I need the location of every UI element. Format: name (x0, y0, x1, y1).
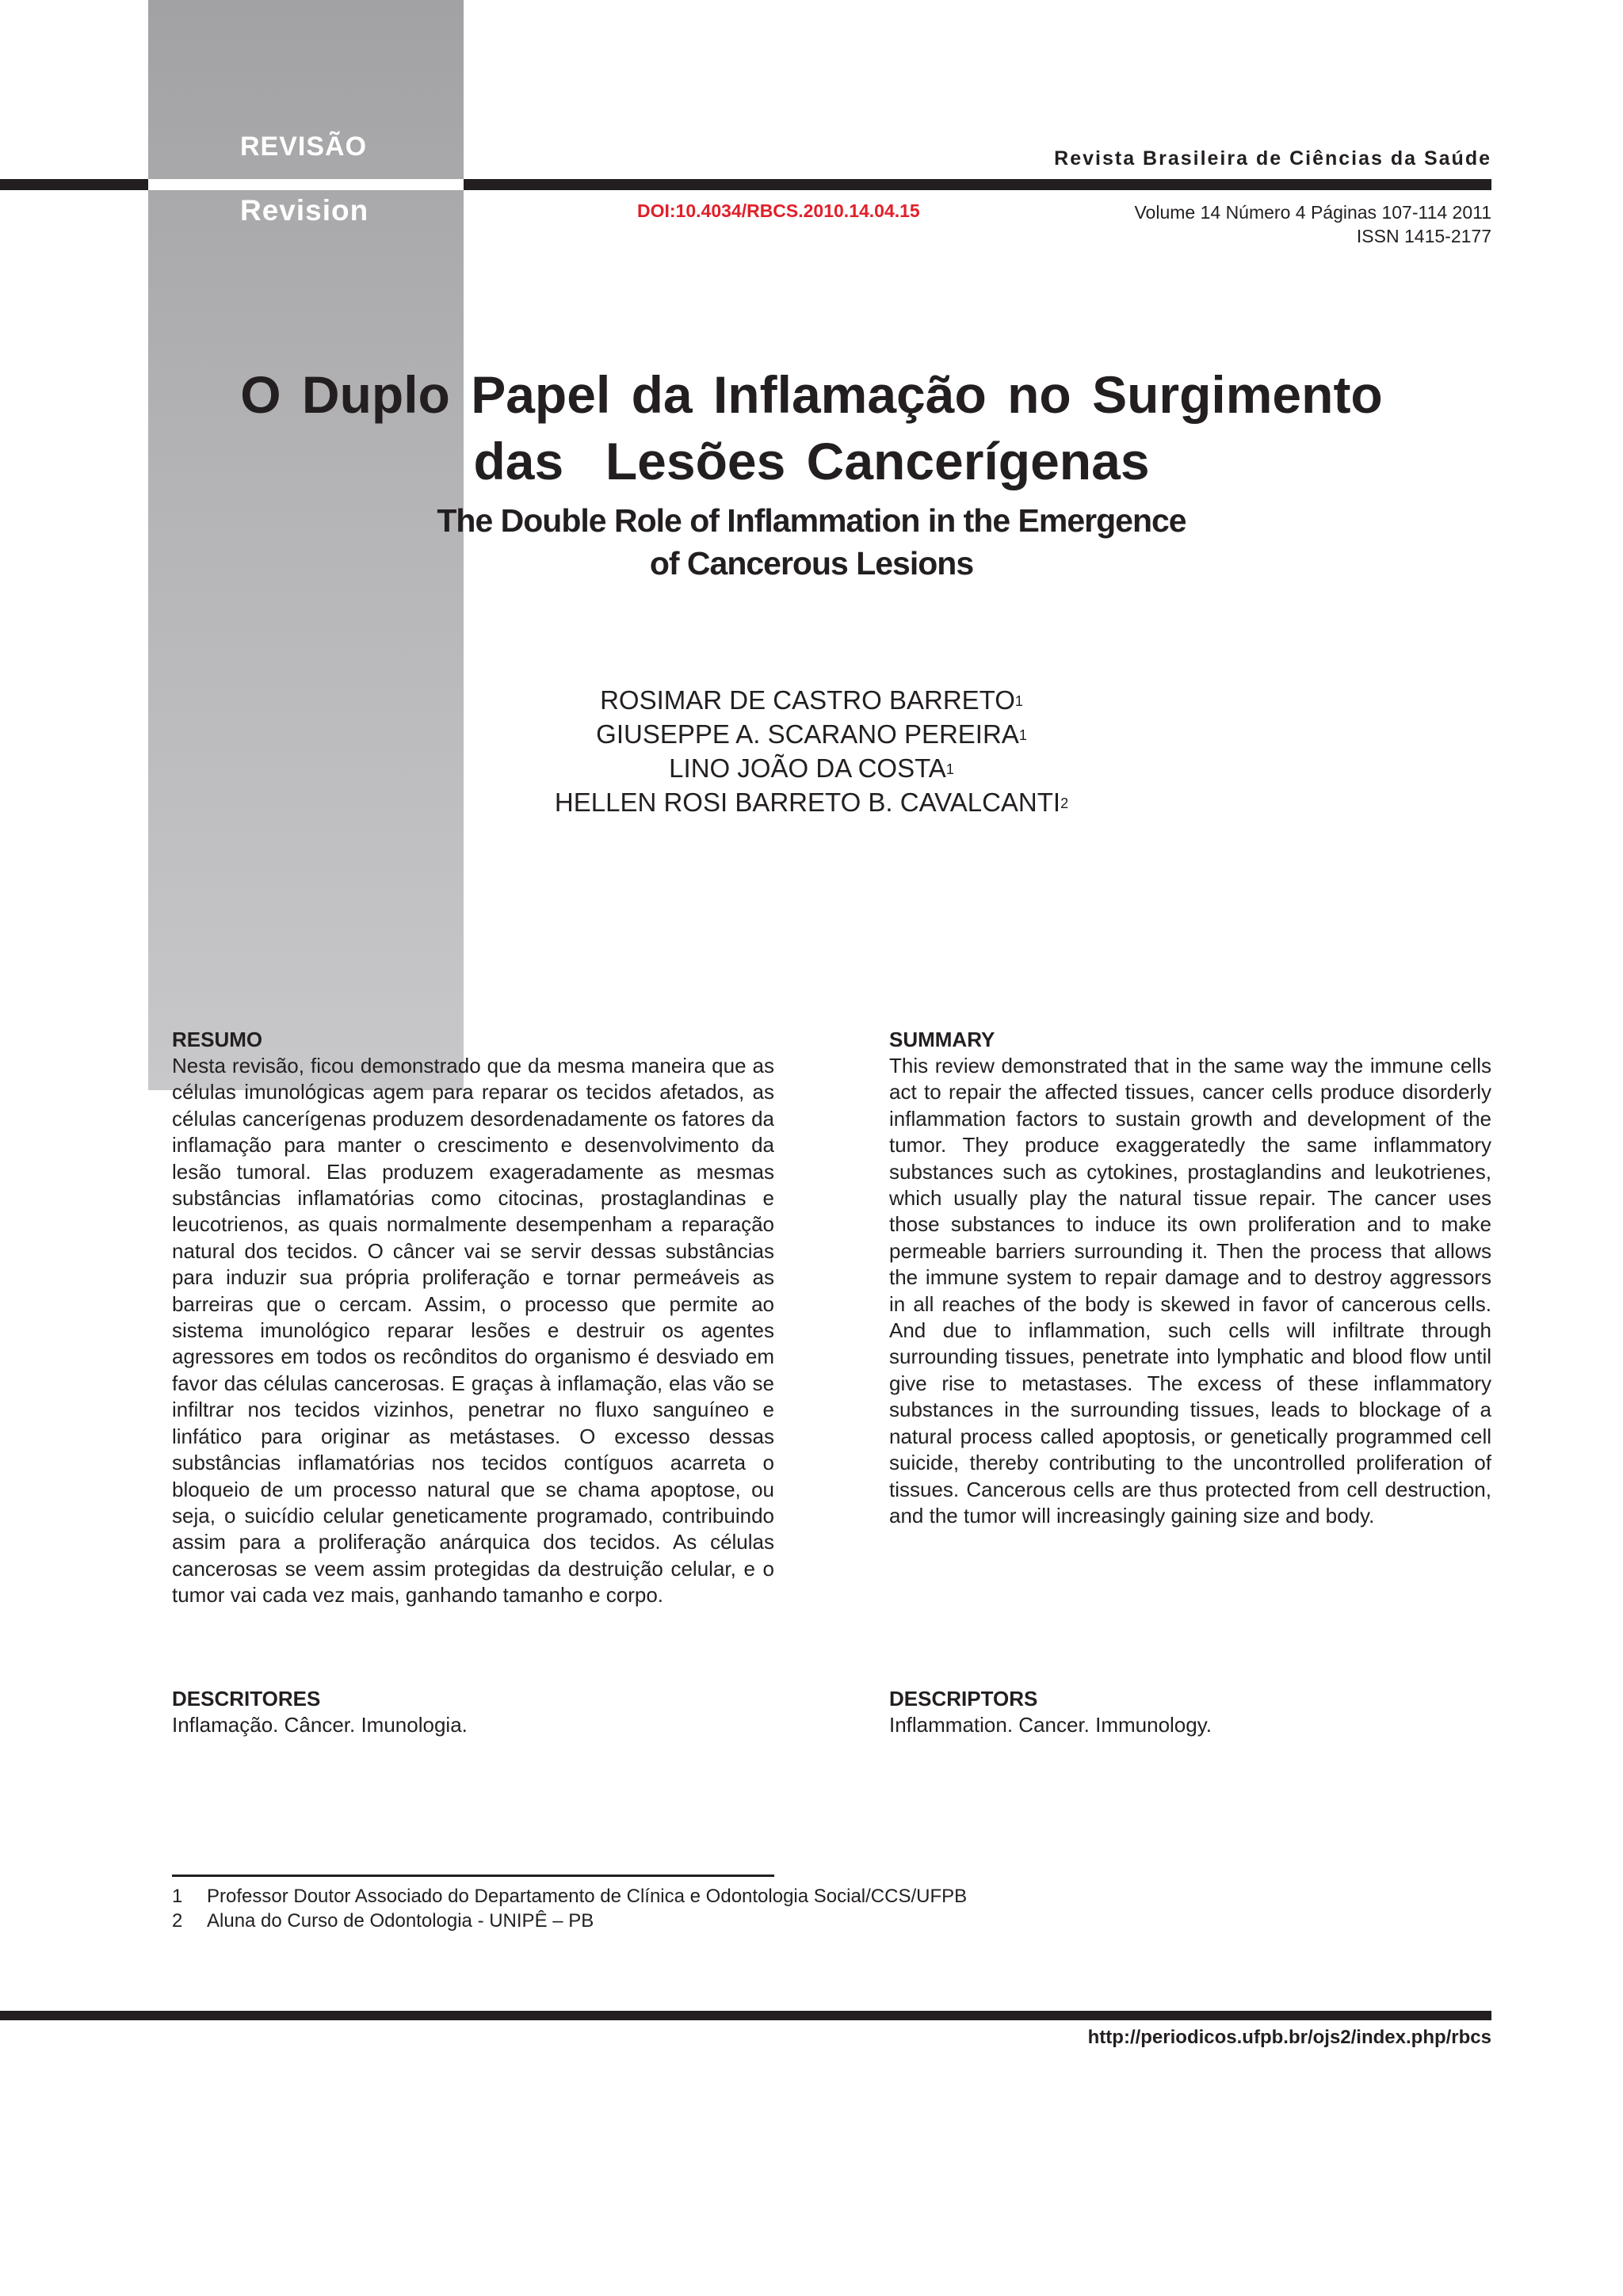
title-pt-line1: O Duplo Papel da Inflamação no Surgimento (240, 365, 1383, 424)
header-rule-gap (148, 179, 464, 190)
footnote: 2 Aluna do Curso de Odontologia - UNIPÊ – PB (172, 1910, 594, 1932)
doi-link[interactable]: DOI:10.4034/RBCS.2010.14.04.15 (637, 200, 920, 221)
summary-heading: SUMMARY (889, 1028, 995, 1051)
title-en-line1: The Double Role of Inflammation in the Emergence (437, 502, 1186, 539)
descritores-section (172, 1686, 774, 1738)
issue-line: Volume 14 Número 4 Páginas 107-114 2011 (1134, 202, 1491, 223)
title-en-line2: of Cancerous Lesions (649, 545, 974, 582)
descriptors-section (889, 1686, 1491, 1738)
title-portuguese (158, 361, 1465, 494)
issn: ISSN 1415-2177 (1356, 226, 1491, 246)
resumo-heading: RESUMO (172, 1028, 263, 1051)
author: ROSIMAR DE CASTRO BARRETO$^1$ (600, 685, 1023, 715)
section-label-en: Revision (240, 194, 369, 227)
descritores-text: Inflamação. Câncer. Imunologia. (172, 1713, 468, 1737)
summary-text: This review demonstrated that in the same way the immune cells act to repair the affected tissues, cancer cells produce disorderly inflammation factors to sustain growth and development of the tumor. They produce exaggeratedly the same inflammatory substances such as cytokines, prostaglandins and leukotrienes, which usually play the natural tissue repair. The cancer uses those substances to induce its own proliferation and to make permeable barriers surrounding it. Then the process that allows the immune system to repair damage and to destroy aggressors in all reaches of the body is skewed in favor of cancerous cells. And due to inflammation, such cells will infiltrate through surrounding tissues, penetrate into lymphatic and blood flow until give rise to metastases. The excess of these inflammatory substances in the surrounding tissues, leads to blockage of a natural process called apoptosis, or genetically programmed cell suicide, thereby contributing to the uncontrolled proliferation of tissues. Cancerous cells are thus protected from cell destruction, and the tumor will increasingly gaining size and body. (889, 1054, 1491, 1527)
descritores-heading: DESCRITORES (172, 1687, 321, 1711)
issue-info (1134, 200, 1491, 248)
title-pt-line2: das Lesões Cancerígenas (473, 432, 1150, 490)
journal-name: Revista Brasileira de Ciências da Saúde (1054, 147, 1491, 170)
resumo-text: Nesta revisão, ficou demonstrado que da mesma maneira que as células imunológicas agem para reparar os tecidos afetados, as células cancerígenas produzem desordenadamente os fatores da inflamação para manter o crescimento e desenvolvimento da lesão tumoral. Elas produzem exageradamente as mesmas substâncias inflamatórias como citocinas, prostaglandinas e leucotrienos, as quais normalmente desempenham a reparação natural dos tecidos. O câncer vai se servir dessas substâncias para induzir sua própria proliferação e tornar permeáveis as barreiras que o cercam. Assim, o processo que permite ao sistema imunológico reparar lesões e destruir os agentes agressores em todos os recônditos do organismo é desviado em favor das células cancerosas. E graças à inflamação, elas vão se infiltrar nos tecidos vizinhos, penetrar no fluxo sanguíneo e linfático para originar as metástases. O excesso dessas substâncias inflamatórias nos tecidos contíguos acarreta o bloqueio de um processo natural que se chama apoptose, ou seja, o suicídio celular geneticamente programado, contribuindo assim para a proliferação anárquica dos tecidos. As células cancerosas se veem assim protegidas da destruição celular, e o tumor vai cada vez mais, ganhando tamanho e corpo. (172, 1054, 774, 1608)
author-list (317, 683, 1306, 819)
resumo-section (172, 1027, 774, 1609)
footnotes (172, 1884, 967, 1933)
author: HELLEN ROSI BARRETO B. CAVALCANTI$^2$ (554, 788, 1069, 817)
author: GIUSEPPE A. SCARANO PEREIRA$^1$ (596, 719, 1027, 749)
journal-url-link[interactable]: http://periodicos.ufpb.br/ojs2/index.php/rbcs (1087, 2027, 1491, 2048)
summary-section (889, 1027, 1491, 1529)
footnote-rule (172, 1875, 774, 1877)
descriptors-text: Inflammation. Cancer. Immunology. (889, 1713, 1212, 1737)
author: LINO JOÃO DA COSTA$^1$ (669, 753, 954, 783)
descriptors-heading: DESCRIPTORS (889, 1687, 1038, 1711)
footnote: 1 Professor Doutor Associado do Departamento de Clínica e Odontologia Social/CCS/UFPB (172, 1886, 968, 1907)
section-label-pt: REVISÃO (240, 132, 368, 162)
title-english (158, 499, 1465, 585)
footer-rule (0, 2011, 1491, 2020)
